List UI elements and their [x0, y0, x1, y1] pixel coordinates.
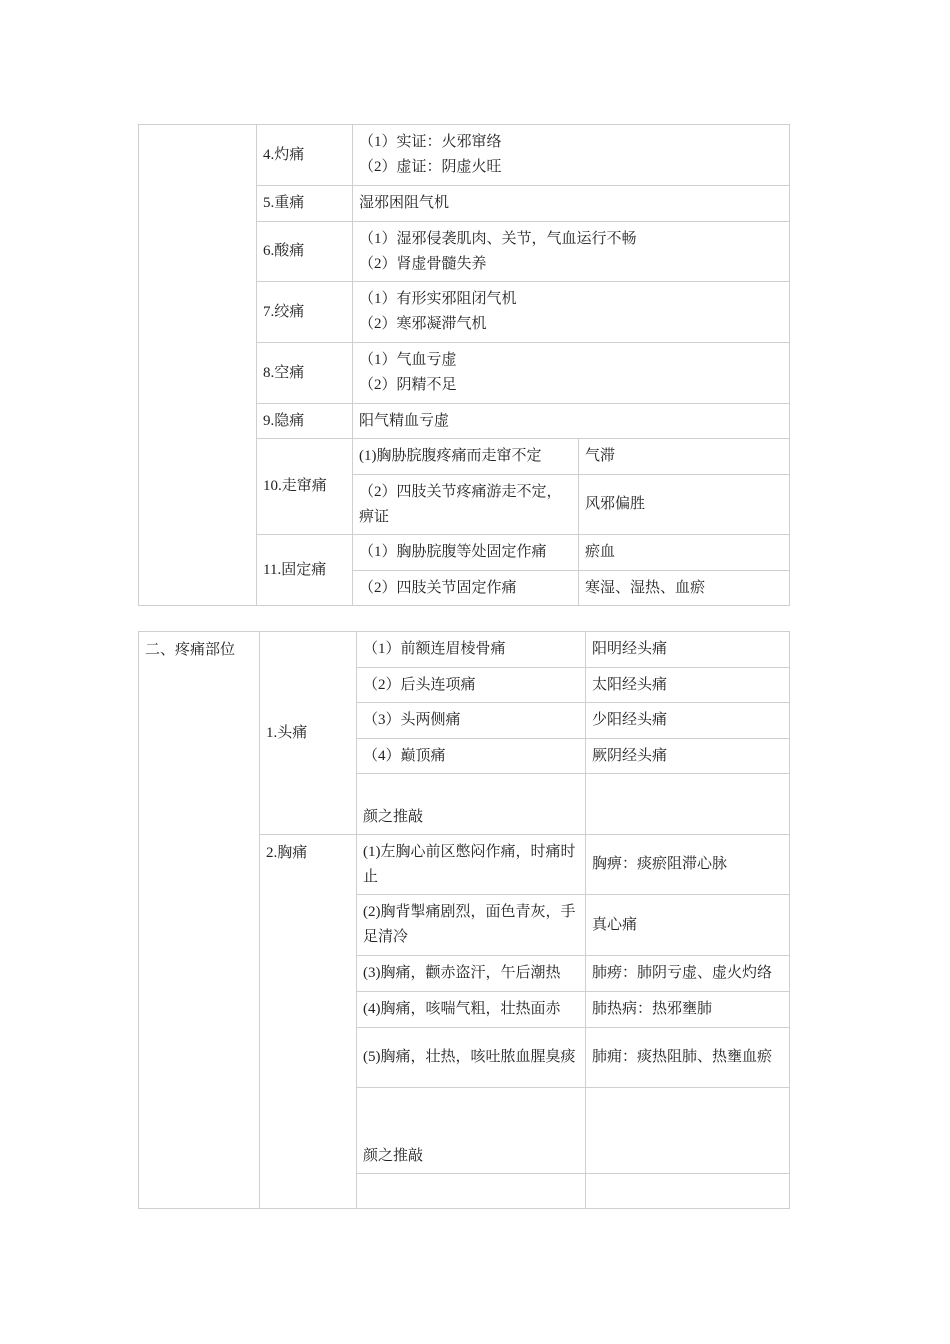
empty-cell: [586, 774, 790, 835]
pain-sub-cause: 寒湿、湿热、血瘀: [579, 571, 790, 606]
location-sub-type: 肺痨：肺阴亏虚、虚火灼络: [586, 956, 790, 992]
pain-type-desc: （1）气血亏虚 （2）阴精不足: [353, 343, 790, 404]
location-sub-desc: (1)左胸心前区憋闷作痛，时痛时止: [357, 835, 586, 895]
pain-sub-desc: (1)胸胁脘腹疼痛而走窜不定: [353, 439, 579, 475]
location-sub-type: 太阳经头痛: [586, 668, 790, 703]
section-cell-empty: [139, 125, 257, 606]
location-sub-desc: （2）后头连项痛: [357, 668, 586, 703]
empty-cell: [586, 1174, 790, 1209]
location-sub-type: 阳明经头痛: [586, 632, 790, 668]
pain-type-name: 8.空痛: [257, 343, 353, 404]
location-sub-desc: (4)胸痛，咳喘气粗，壮热面赤: [357, 992, 586, 1028]
location-sub-type: 少阳经头痛: [586, 703, 790, 739]
pain-sub-desc: （2）四肢关节疼痛游走不定，痹证: [353, 475, 579, 535]
location-sub-desc: (2)胸背掣痛剧烈，面色青灰，手足清冷: [357, 895, 586, 956]
pain-type-name: 7.绞痛: [257, 282, 353, 343]
pain-sub-cause: 气滞: [579, 439, 790, 475]
pain-type-name: 11.固定痛: [257, 535, 353, 606]
location-sub-desc: (5)胸痛，壮热，咳吐脓血腥臭痰: [357, 1028, 586, 1088]
pain-sub-desc: （2）四肢关节固定作痛: [353, 571, 579, 606]
location-sub-type: 胸痹：痰瘀阻滞心脉: [586, 835, 790, 895]
location-name: 1.头痛: [260, 632, 357, 835]
pain-type-name: 4.灼痛: [257, 125, 353, 186]
location-name: 2.胸痛: [260, 835, 357, 1209]
pain-sub-desc: （1）胸胁脘腹等处固定作痛: [353, 535, 579, 571]
location-sub-type: 真心痛: [586, 895, 790, 956]
pain-location-table: [138, 631, 790, 1209]
empty-cell: [357, 1174, 586, 1209]
location-note: 颜之推敲: [357, 1088, 586, 1174]
pain-nature-table: [138, 124, 790, 606]
location-sub-desc: （1）前额连眉棱骨痛: [357, 632, 586, 668]
location-sub-type: 肺热病：热邪壅肺: [586, 992, 790, 1028]
location-sub-type: 厥阴经头痛: [586, 739, 790, 774]
pain-type-desc: （1）湿邪侵袭肌肉、关节，气血运行不畅 （2）肾虚骨髓失养: [353, 222, 790, 282]
empty-cell: [586, 1088, 790, 1174]
pain-type-name: 5.重痛: [257, 186, 353, 222]
location-note: 颜之推敲: [357, 774, 586, 835]
pain-type-name: 6.酸痛: [257, 222, 353, 282]
pain-type-name: 9.隐痛: [257, 404, 353, 439]
pain-type-desc: （1）有形实邪阻闭气机 （2）寒邪凝滞气机: [353, 282, 790, 343]
pain-type-desc: 阳气精血亏虚: [353, 404, 790, 439]
pain-sub-cause: 瘀血: [579, 535, 790, 571]
pain-type-desc: 湿邪困阻气机: [353, 186, 790, 222]
pain-type-name: 10.走窜痛: [257, 439, 353, 535]
pain-type-desc: （1）实证：火邪窜络 （2）虚证：阴虚火旺: [353, 125, 790, 186]
location-sub-type: 肺痈：痰热阻肺、热壅血瘀: [586, 1028, 790, 1088]
pain-sub-cause: 风邪偏胜: [579, 475, 790, 535]
location-sub-desc: (3)胸痛，颧赤盗汗，午后潮热: [357, 956, 586, 992]
location-sub-desc: （4）巅顶痛: [357, 739, 586, 774]
section-title: 二、疼痛部位: [139, 632, 260, 1209]
location-sub-desc: （3）头两侧痛: [357, 703, 586, 739]
